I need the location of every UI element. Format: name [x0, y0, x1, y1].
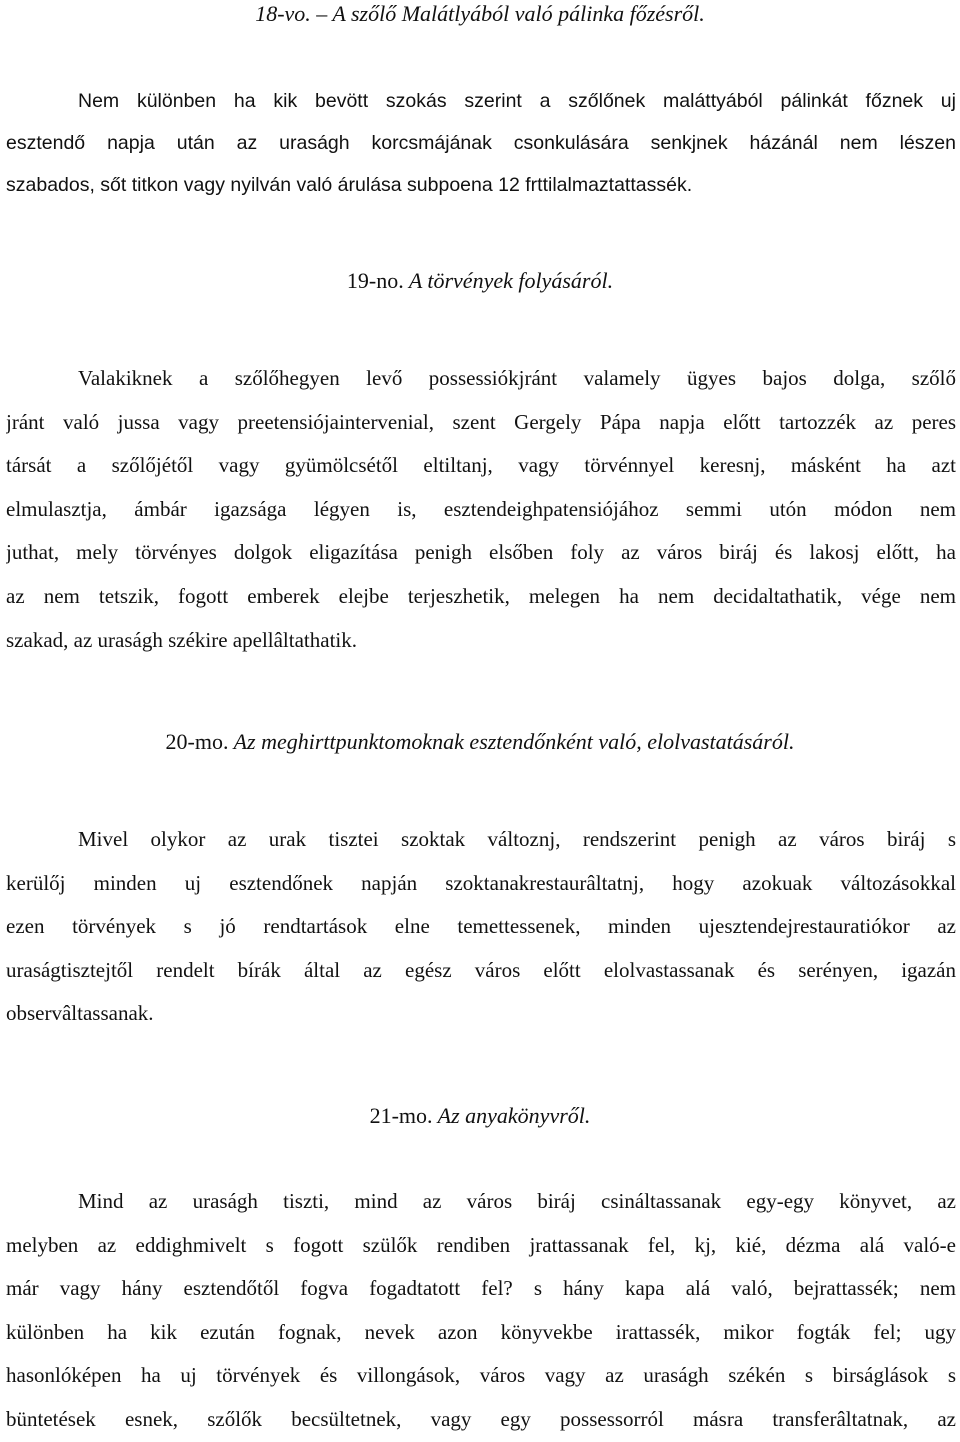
section-title: Az meghirttpunktomoknak esztendőnként való, elolvastatásáról.: [233, 729, 795, 754]
text-line: szabados, sőt titkon vagy nyilván való árulása subpoena 12 frttilalmaztattassék.: [6, 174, 693, 196]
section-20-body: [6, 818, 956, 1036]
text-line: hasonlóképen ha uj törvények és villongások, város vagy az uraságh székén s birságlások s: [6, 1363, 956, 1388]
text-line: szakad, az uraságh székire apellâltathatik.: [6, 627, 357, 652]
section-18-heading: 18-vo. – A szőlő Malátlyából való pálinka főzésről.: [255, 1, 705, 26]
text-line: Mivel olykor az urak tisztei szoktak változnj, rendszerint penigh az város biráj s: [78, 827, 956, 851]
text-line: Nem különben ha kik bevött szokás szerint a szőlőnek maláttyából pálinkát főznek uj: [78, 90, 956, 112]
text-line: observâltassanak.: [6, 1001, 154, 1026]
section-20-heading: [0, 729, 960, 755]
text-line: már vagy hány esztendőtől fogva fogadtatott fel? s hány kapa alá való, bejrattassék; nem: [6, 1276, 956, 1301]
section-18-body: [6, 80, 956, 206]
text-line: az nem tetszik, fogott emberek elejbe terjeszhetik, melegen ha nem decidaltathatik, vége nem: [6, 583, 956, 608]
section-21-body: [6, 1180, 956, 1442]
section-title: Az anyakönyvről.: [437, 1103, 591, 1128]
section-19-heading: [0, 268, 960, 294]
text-line: esztendő napja után az uraságh korcsmájának csonkulására senkjnek házánál nem lészen: [6, 132, 956, 154]
section-number: 19-no.: [346, 268, 404, 293]
section-19-body: [6, 357, 956, 662]
text-line: Mind az uraságh tiszti, mind az város biráj csináltassanak egy-egy könyvet, az: [78, 1189, 956, 1213]
section-number: 20-mo.: [165, 729, 229, 754]
text-line: jránt való jussa vagy preetensiójaintervenial, szent Gergely Pápa napja előtt tartozzék az peres: [6, 409, 956, 434]
text-line: ezen törvények s jó rendtartások elne temettessenek, minden ujesztendejrestauratiókor az: [6, 914, 956, 939]
text-line: Valakiknek a szőlőhegyen levő possessiókjránt valamely ügyes bajos dolga, szőlő: [78, 366, 956, 390]
section-number: 21-mo.: [369, 1103, 433, 1128]
text-line: uraságtisztejtől rendelt bírák által az egész város előtt elolvastassanak és serényen, igazán: [6, 957, 956, 982]
text-line: különben ha kik ezután fognak, nevek azon könyvekbe irattassék, mikor fogták fel; ugy: [6, 1319, 956, 1344]
text-line: juthat, mely törvényes dolgok eligazítása penigh elsőben foly az város biráj és lakosj előtt, ha: [6, 540, 956, 565]
text-line: büntetések esnek, szőlők becsültetnek, vagy egy possessorról másra transferâltatnak, az: [6, 1406, 956, 1431]
section-title: A törvények folyásáról.: [408, 268, 614, 293]
text-line: kerülőj minden uj esztendőnek napján szoktanakrestaurâltatnj, hogy azokuak változásokkal: [6, 870, 956, 895]
text-line: melyben az eddighmivelt s fogott szülők rendiben jrattassanak fel, kj, kié, dézma alá való-e: [6, 1232, 956, 1257]
section-21-heading: [0, 1103, 960, 1129]
text-line: elmulasztja, ámbár igazsága légyen is, esztendeighpatensiójához semmi utón módon nem: [6, 496, 956, 521]
text-line: társát a szőlőjétől vagy gyümölcsétől eltiltanj, vagy törvénnyel keresnj, másként ha azt: [6, 453, 956, 478]
